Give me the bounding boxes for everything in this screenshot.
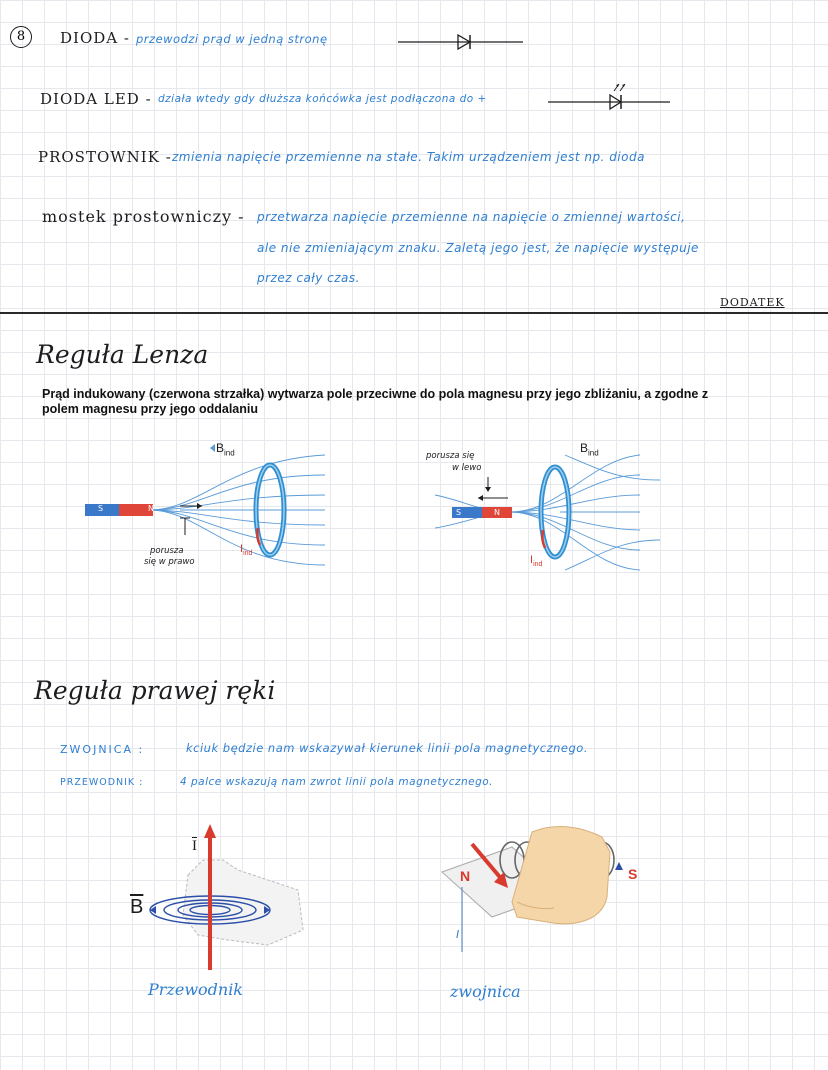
desc-mostek-1: przetwarza napięcie przemienne na napięcie o zmiennej wartości, <box>257 210 686 224</box>
lenz-right-i-letter: I <box>530 554 534 566</box>
lenz-left-note-2: się w prawo <box>144 557 195 567</box>
lenz-left-n-label: N <box>148 504 154 513</box>
rh-desc-przewodnik: 4 palce wskazują nam zwrot linii pola magnetycznego. <box>180 776 494 788</box>
lenz-text-1: Prąd indukowany (czerwona strzałka) wytwarza pole przeciwne do pola magnesu przy jego zbliżaniu, a zgodne z <box>42 387 709 401</box>
coil-caption: zwojnica <box>450 982 521 1001</box>
lenz-right-b-sub: ind <box>588 448 599 458</box>
coil-hand-illustration <box>432 822 672 972</box>
diode-symbol <box>398 32 523 52</box>
lenz-right-note-2: w lewo <box>452 463 482 473</box>
lenz-left-b-label <box>216 441 235 457</box>
desc-dioda: przewodzi prąd w jedną stronę <box>136 32 328 46</box>
conductor-hand-illustration <box>128 820 318 970</box>
lenz-right-b-letter: B <box>580 441 589 455</box>
section-number: 8 <box>10 26 32 48</box>
lenz-right-n-label: N <box>494 508 500 517</box>
led-symbol <box>548 78 670 112</box>
lenz-text-2: polem magnesu przy jego oddalaniu <box>42 402 259 416</box>
lenz-right-b-label <box>580 441 599 457</box>
addon-label: DODATEK <box>720 296 785 309</box>
lenz-right-i-label <box>530 554 542 568</box>
lenz-left-note-1: porusza <box>150 546 184 556</box>
lenz-left-b-letter: B <box>216 441 225 455</box>
lenz-left-s-label: S <box>98 504 104 513</box>
desc-dioda-led: działa wtedy gdy dłuższa końcówka jest podłączona do + <box>158 93 487 105</box>
section-divider <box>0 312 828 314</box>
rh-term-przewodnik: PRZEWODNIK : <box>60 777 144 788</box>
conductor-b-label: $\overline{B}$ <box>130 896 144 918</box>
rh-desc-zwojnica: kciuk będzie nam wskazywał kierunek linii pola magnetycznego. <box>186 741 588 755</box>
lenz-title: Reguła Lenza <box>36 340 209 369</box>
coil-i-label: I <box>456 928 460 941</box>
coil-n-label: N <box>460 868 471 884</box>
rh-term-zwojnica: ZWOJNICA : <box>60 743 145 756</box>
term-prostownik: PROSTOWNIK - <box>38 148 172 166</box>
right-hand-title: Reguła prawej ręki <box>34 676 276 705</box>
term-dioda-led: DIODA LED - <box>40 90 152 108</box>
lenz-right-note-1: porusza się <box>426 451 475 461</box>
lenz-left-i-letter: I <box>240 543 244 555</box>
lenz-left-i-sub: ind <box>243 550 253 558</box>
lenz-left-diagram <box>80 440 340 590</box>
coil-s-label: S <box>628 866 638 882</box>
conductor-caption: Przewodnik <box>148 980 243 999</box>
desc-mostek-3: przez cały czas. <box>257 271 360 285</box>
term-dioda: DIODA - <box>60 29 130 47</box>
term-mostek: mostek prostowniczy - <box>42 207 245 226</box>
lenz-right-i-sub: ind <box>533 561 543 569</box>
lenz-right-s-label: S <box>456 508 462 517</box>
lenz-left-b-sub: ind <box>224 448 235 458</box>
lenz-left-i-label <box>240 543 252 557</box>
desc-mostek-2: ale nie zmieniającym znaku. Zaletą jego jest, że napięcie występuje <box>257 241 699 255</box>
desc-prostownik: zmienia napięcie przemienne na stałe. Takim urządzeniem jest np. dioda <box>172 150 645 164</box>
conductor-i-label: $\overline{I}$ <box>192 838 197 854</box>
